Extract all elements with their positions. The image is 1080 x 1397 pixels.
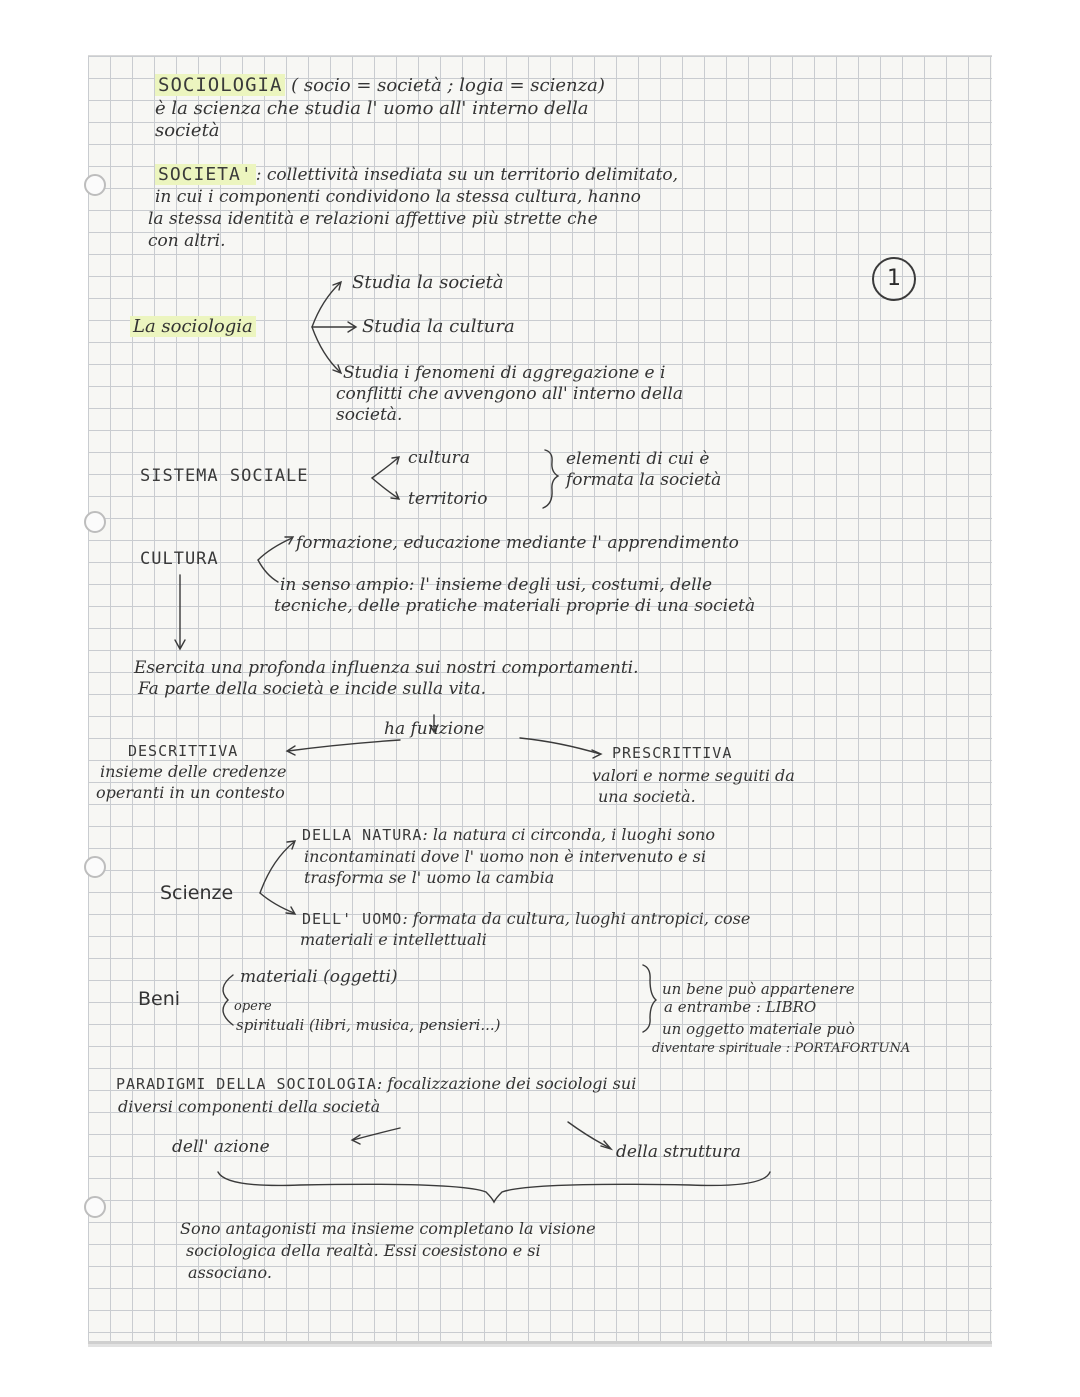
sistema-cultura: cultura <box>408 448 470 468</box>
conclusion-line2: sociologica della realtà. Essi coesistono e si <box>186 1241 541 1260</box>
paradigmi-label: PARADIGMI DELLA SOCIOLOGIA <box>116 1075 377 1093</box>
beni-note-line4: diventare spirituale : PORTAFORTUNA <box>652 1041 911 1056</box>
branch-fenomeni-line1: Studia i fenomeni di aggregazione e i <box>343 363 666 383</box>
page-number-badge: 1 <box>872 257 916 301</box>
beni-materiali: materiali (oggetti) <box>240 967 398 987</box>
intro-line2: società <box>155 120 220 141</box>
societa-def: : collettività insediata su un territorio delimitato, <box>255 165 679 185</box>
sistema-sociale-label: SISTEMA SOCIALE <box>140 466 309 486</box>
paradigma-azione: dell' azione <box>172 1137 270 1157</box>
natura-label: DELLA NATURA <box>302 826 423 844</box>
societa-term: SOCIETA' <box>155 164 256 185</box>
conclusion-line1: Sono antagonisti ma insieme completano la visione <box>180 1219 596 1238</box>
prescrittiva-line2: una società. <box>598 787 696 806</box>
paradigmi-line1 <box>116 1073 636 1095</box>
descrittiva-line2: operanti in un contesto <box>96 783 285 802</box>
descrittiva-line1: insieme delle credenze <box>100 762 287 781</box>
uomo-line2: materiali e intellettuali <box>300 930 487 949</box>
sistema-note-line2: formata la società <box>566 470 722 490</box>
beni-spirituali: spirituali (libri, musica, pensieri...) <box>236 1016 501 1034</box>
branch-fenomeni-line3: società. <box>336 405 403 425</box>
beni-note-line3: un oggetto materiale può <box>662 1020 855 1038</box>
societa-line3: la stessa identità e relazioni affettive più strette che <box>148 209 598 229</box>
cultura-branch2-line2: tecniche, delle pratiche materiali proprie di una società <box>274 596 756 616</box>
cultura-branch2-line1: in senso ampio: l' insieme degli usi, costumi, delle <box>280 575 713 595</box>
descrittiva-label: DESCRITTIVA <box>128 742 239 760</box>
societa-line2: in cui i componenti condividono la stessa cultura, hanno <box>155 187 641 207</box>
intro-line1: è la scienza che studia l' uomo all' interno della <box>155 98 589 119</box>
etymology: ( socio = società ; logia = scienza) <box>291 75 605 96</box>
beni-opere: opere <box>234 999 272 1014</box>
societa-line4: con altri. <box>148 231 226 251</box>
intro-line-title <box>155 74 605 97</box>
cultura-influence-line2: Fa parte della società e incide sulla vita. <box>138 679 486 699</box>
cultura-label: CULTURA <box>140 549 219 569</box>
scienze-label: Scienze <box>160 882 234 904</box>
beni-note-line2: a entrambe : LIBRO <box>664 998 817 1016</box>
natura-line3: trasforma se l' uomo la cambia <box>304 868 555 887</box>
paradigmi-line2: diversi componenti della società <box>118 1097 381 1116</box>
sociologia-label: La sociologia <box>130 316 256 338</box>
branch-societa: Studia la società <box>352 272 504 293</box>
uomo-label: DELL' UOMO <box>302 910 403 928</box>
sociologia-title: SOCIOLOGIA <box>155 74 285 96</box>
cultura-branch1: formazione, educazione mediante l' apprendimento <box>296 533 739 553</box>
prescrittiva-label: PRESCRITTIVA <box>612 744 733 762</box>
societa-line1 <box>155 164 678 186</box>
branch-cultura: Studia la cultura <box>362 316 515 337</box>
natura-line2: incontaminati dove l' uomo non è intervenuto e si <box>304 847 706 866</box>
beni-label: Beni <box>138 988 181 1010</box>
natura-line1: DELLA NATURA: la natura ci circonda, i luoghi sono <box>302 825 715 844</box>
sistema-note-line1: elementi di cui è <box>566 449 710 469</box>
beni-note-line1: un bene può appartenere <box>662 980 855 998</box>
paradigma-struttura: della struttura <box>616 1142 741 1162</box>
conclusion-line3: associano. <box>188 1263 272 1282</box>
branch-fenomeni-line2: conflitti che avvengono all' interno della <box>336 384 684 404</box>
sistema-territorio: territorio <box>408 489 488 509</box>
paradigmi-def: : focalizzazione dei sociologi sui <box>376 1074 637 1093</box>
cultura-funzione: ha funzione <box>384 719 485 739</box>
cultura-influence-line1: Esercita una profonda influenza sui nostri comportamenti. <box>134 658 639 678</box>
prescrittiva-line1: valori e norme seguiti da <box>592 766 795 785</box>
uomo-line1: DELL' UOMO: formata da cultura, luoghi antropici, cose <box>302 909 751 928</box>
